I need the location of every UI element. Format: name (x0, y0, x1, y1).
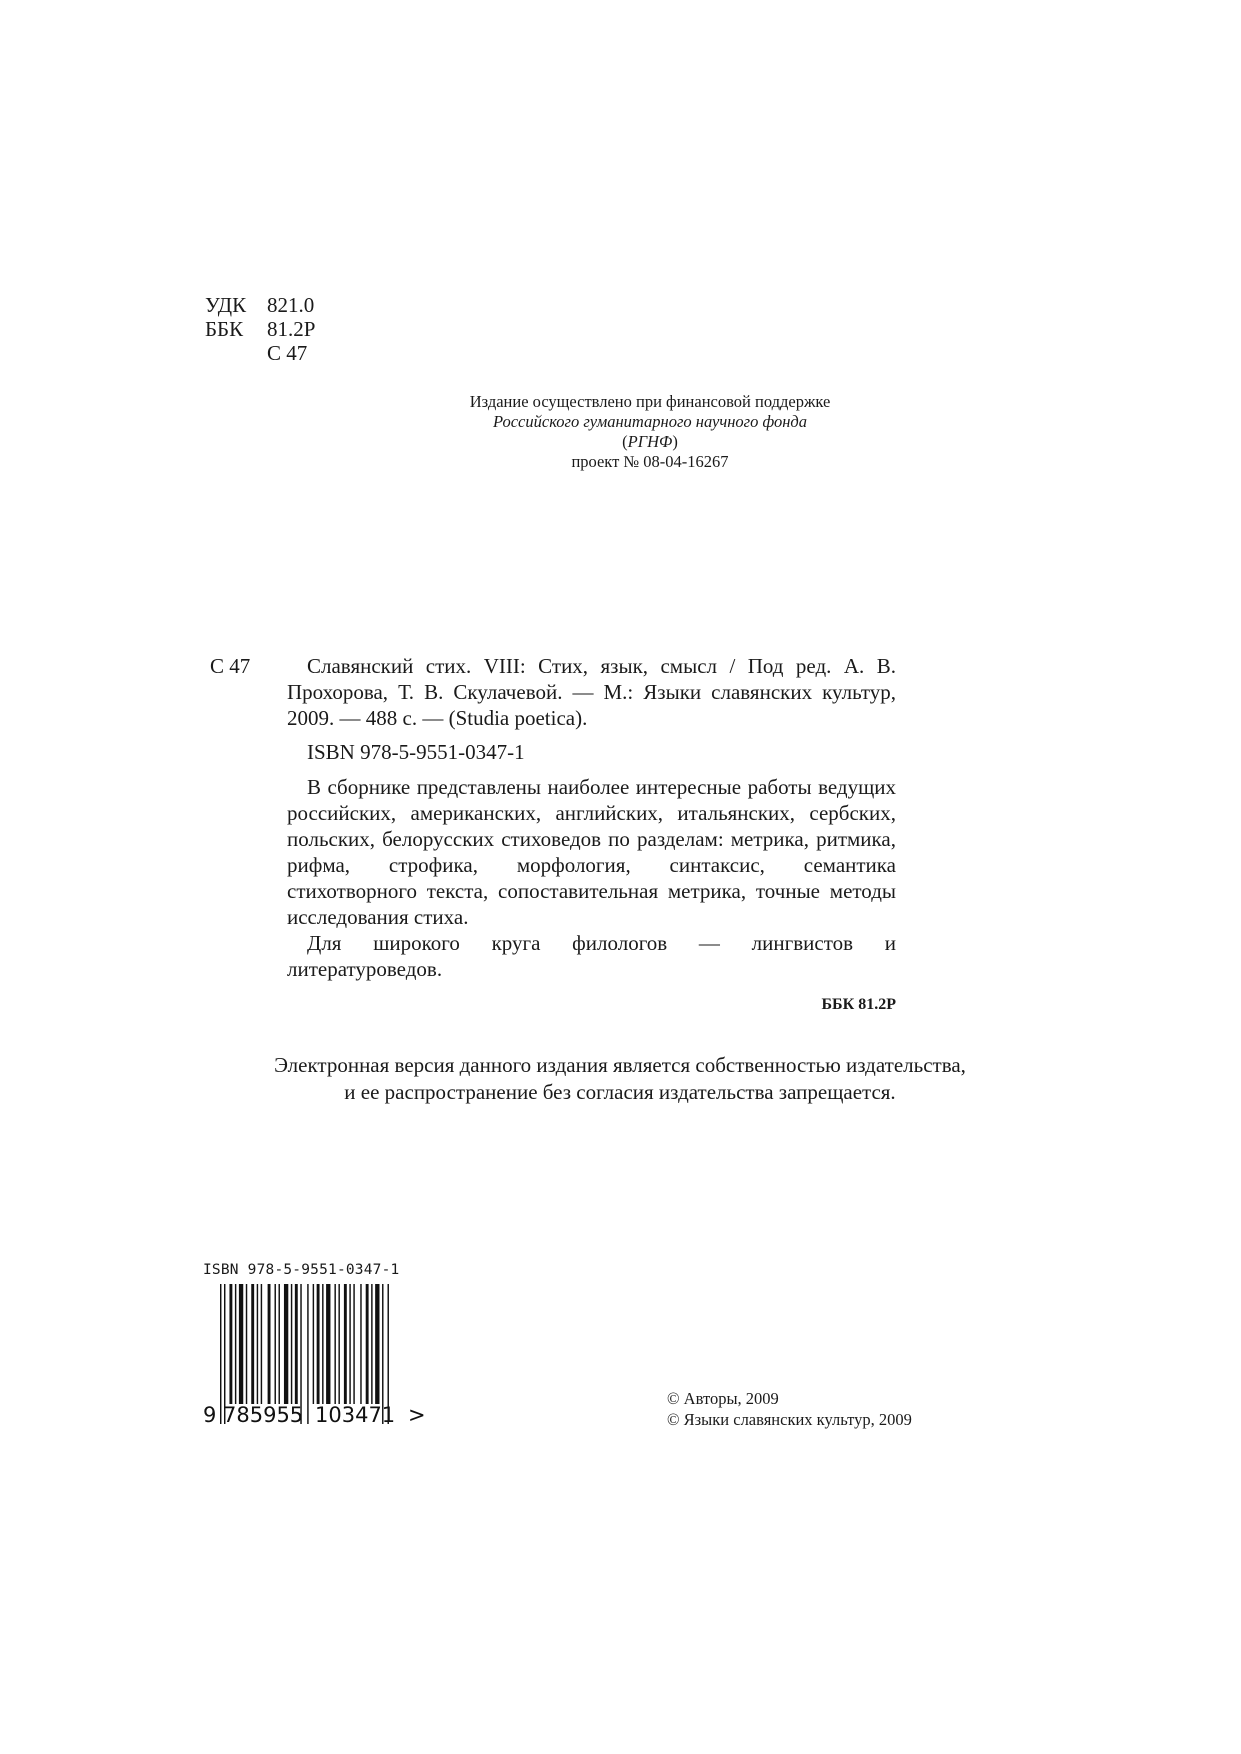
abstract: В сборнике представлены наиболее интересные работы ведущих российских, американских, английских, итальянских, сербских, польских, белорусских стиховедов по разделам: метрика, ритмика, рифма, строфика, морфология, синтаксис, семантика стихотворного текста, сопоставительная метрика, точные методы исследования стиха. (287, 775, 896, 929)
barcode-bar (338, 1284, 339, 1404)
barcode-bar (360, 1284, 361, 1404)
barcode-bar (251, 1284, 254, 1404)
barcode-bar (239, 1284, 243, 1404)
author-sign-label (205, 341, 267, 365)
barcode-bar (375, 1284, 379, 1404)
barcode-bar (229, 1284, 232, 1404)
copyright-publisher: © Языки славянских культур, 2009 (667, 1410, 912, 1429)
notice-line-1: Электронная версия данного издания является собственностью издательства, (274, 1053, 966, 1077)
barcode-bar (291, 1284, 292, 1404)
author-sign-value: С 47 (267, 341, 308, 365)
barcode-bar (371, 1284, 372, 1404)
barcode-bar (353, 1284, 354, 1404)
barcode-bar (344, 1284, 347, 1404)
isbn-barcode (203, 1284, 428, 1424)
isbn-line: ISBN 978-5-9551-0347-1 (307, 740, 525, 764)
funding-abbrev: (РГНФ) (622, 432, 678, 451)
classification-codes (205, 293, 315, 365)
notice-line-2: и ее распространение без согласия издательства запрещается. (344, 1080, 896, 1104)
bbk-value: 81.2Р (267, 317, 316, 341)
funding-foundation: Российского гуманитарного научного фонда (493, 412, 807, 431)
author-sign-row (205, 341, 315, 365)
udk-label: УДК (205, 293, 247, 317)
barcode-isbn: ISBN 978-5-9551-0347-1 (203, 1262, 400, 1278)
barcode-bar (220, 1284, 221, 1424)
barcode-arrow: > (408, 1403, 426, 1424)
bbk-row (205, 317, 315, 341)
barcode-bar (268, 1284, 271, 1404)
barcode-bar (349, 1284, 350, 1404)
bbk-label: ББК (205, 317, 244, 341)
barcode-bar (235, 1284, 236, 1404)
barcode-lead-digit: 9 (203, 1403, 217, 1424)
barcode-bar (366, 1284, 369, 1404)
barcode-bar (257, 1284, 258, 1404)
bibliographic-entry (287, 653, 896, 1018)
barcode-bar (261, 1284, 262, 1404)
funding-note (300, 392, 1000, 472)
copyright-block (667, 1388, 912, 1430)
barcode-bar (295, 1284, 298, 1404)
citation: Славянский стих. VIII: Стих, язык, смысл / Под ред. А. В. Прохорова, Т. В. Скулачевой. — М.: Языки славянских культур, 2009. — 488 с. — (Studia poetica). (287, 654, 896, 730)
barcode-bar (334, 1284, 335, 1404)
audience: Для широкого круга филологов — лингвистов и литературоведов. (287, 931, 896, 981)
copyright-notice (220, 1052, 1020, 1106)
barcode-group-2: 103471 (315, 1403, 396, 1424)
udk-row (205, 293, 315, 317)
bbk-footer: ББК 81.2Р (821, 996, 896, 1013)
barcode-bar (279, 1284, 280, 1404)
barcode-bar (313, 1284, 314, 1404)
barcode-bar (322, 1284, 323, 1404)
barcode-group-1: 785955 (223, 1403, 304, 1424)
barcode-bar (317, 1284, 320, 1404)
barcode-bar (275, 1284, 276, 1404)
barcode-bar (246, 1284, 247, 1404)
barcode-bar (326, 1284, 330, 1404)
barcode-bar (284, 1284, 288, 1404)
funding-project: проект № 08-04-16267 (571, 452, 729, 471)
funding-line-1: Издание осуществлено при финансовой поддержке (469, 392, 831, 411)
udk-value: 821.0 (267, 293, 315, 317)
copyright-authors: © Авторы, 2009 (667, 1389, 779, 1408)
barcode-bar (307, 1284, 308, 1424)
entry-index: С 47 (210, 654, 251, 678)
